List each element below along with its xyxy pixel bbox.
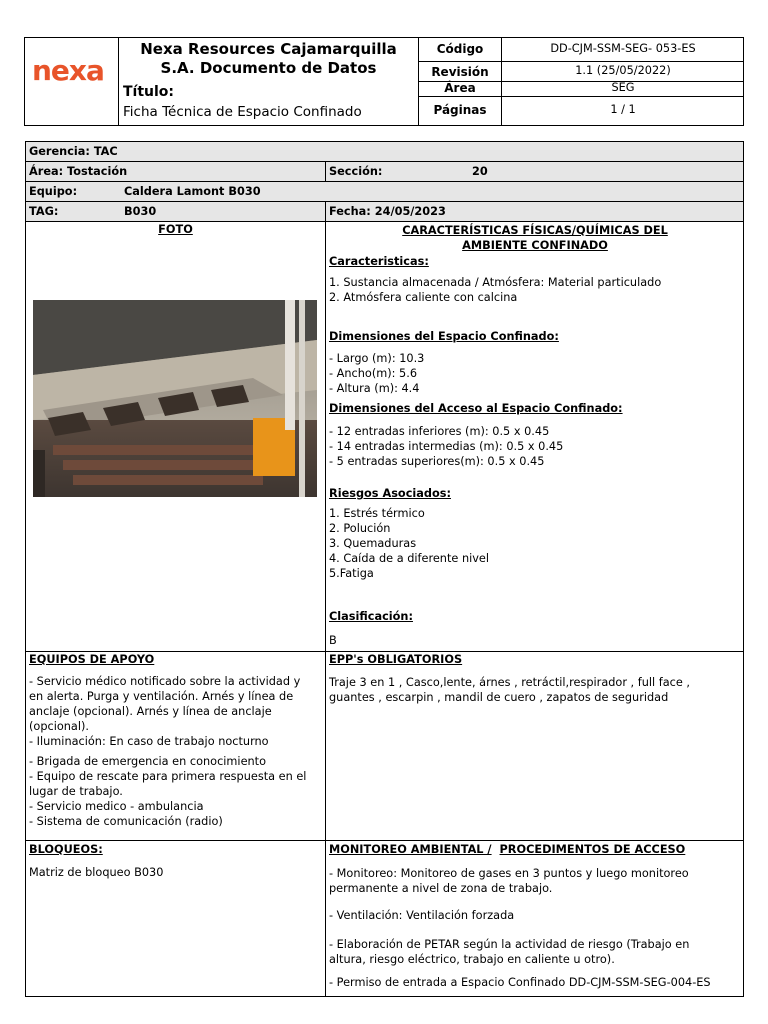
list-item: - Altura (m): 4.4 [329,382,420,395]
company-line-1: Nexa Resources Cajamarquilla [140,40,397,58]
codigo-label: Código [436,42,484,56]
characteristics-heading-2: AMBIENTE CONFINADO [462,239,608,252]
list-item: Traje 3 en 1 , Casco,lente, árnes , retráctil,respirador , full face , [329,676,690,689]
cell-divider [325,202,326,221]
list-item: 1. Sustancia almacenada / Atmósfera: Material particulado [329,276,662,289]
monitoreo-p2 [329,908,514,923]
list-item: guantes , escarpin , mandil de cuero , zapatos de seguridad [329,691,669,704]
acceso-title: Dimensiones del Acceso al Espacio Confinado: [329,402,623,415]
equipment-photo [33,300,317,497]
gerencia-text: Gerencia: TAC [29,145,118,158]
codigo-value: DD-CJM-SSM-SEG- 053-ES [550,42,696,55]
furnace-illustration [33,300,317,497]
list-item: - Ventilación: Ventilación forzada [329,909,515,922]
cell-divider [325,162,326,181]
revision-label: Revisión [431,65,489,79]
col-divider [325,221,326,997]
area-label: Área [444,81,476,95]
list-item: lugar de trabajo. [29,785,123,798]
row-area [25,161,744,182]
list-item: - 5 entradas superiores(m): 0.5 x 0.45 [329,455,545,468]
characteristics-heading-1: CARACTERÍSTICAS FÍSICAS/QUÍMICAS DEL [402,224,668,237]
list-item: anclaje (opcional). Arnés y línea de anclaje [29,705,272,718]
list-item: - Brigada de emergencia en conocimiento [29,755,267,768]
row-tag [25,201,744,222]
list-item: - 12 entradas inferiores (m): 0.5 x 0.45 [329,425,550,438]
caracteristicas-list [329,275,661,305]
list-item: - Monitoreo: Monitoreo de gases en 3 puntos y luego monitoreo [329,867,689,880]
list-item: 1. Estrés térmico [329,507,425,520]
epp-list [329,675,690,705]
tag-value: B030 [124,205,157,218]
list-item: (opcional). [29,720,89,733]
equipo-value: Caldera Lamont B030 [124,185,261,198]
monitoreo-p4 [329,975,711,990]
list-item: - Iluminación: En caso de trabajo nocturno [29,735,269,748]
dimensiones-title: Dimensiones del Espacio Confinado: [329,330,559,343]
list-item: - Equipo de rescate para primera respuesta en el [29,770,307,783]
company-line-2: S.A. Documento de Datos [160,59,377,77]
tag-label: TAG: [29,205,59,218]
foto-label: FOTO [158,223,193,236]
list-item: - Servicio medico - ambulancia [29,800,204,813]
title-value: Ficha Técnica de Espacio Confinado [123,104,362,120]
list-item: - 14 entradas intermedias (m): 0.5 x 0.45 [329,440,564,453]
list-item: permanente a nivel de zona de trabajo. [329,882,553,895]
monitoreo-title-part2: PROCEDIMENTOS DE ACCESO [499,843,686,856]
bloqueos-title: BLOQUEOS: [29,843,103,856]
riesgos-list [329,506,489,581]
equipo-label: Equipo: [29,185,78,198]
list-item: - Permiso de entrada a Espacio Confinado DD-CJM-SSM-SEG-004-ES [329,976,711,989]
paginas-value: 1 / 1 [610,103,636,116]
riesgos-title: Riesgos Asociados: [329,487,451,500]
list-item: 5.Fatiga [329,567,374,580]
list-item: 2. Atmósfera caliente con calcina [329,291,518,304]
logo-text: nexa [32,54,104,87]
list-item: 2. Polución [329,522,391,535]
title-label: Título: [123,84,175,100]
row-gerencia [25,141,744,162]
area-text: Área: Tostación [29,165,128,178]
monitoreo-p1 [329,866,689,896]
acceso-list [329,424,563,469]
caracteristicas-title: Caracteristicas: [329,255,429,268]
list-item: - Servicio médico notificado sobre la actividad y [29,675,301,688]
row-equipo [25,181,744,202]
monitoreo-title [329,843,685,856]
bloqueos-value: Matriz de bloqueo B030 [29,866,164,879]
paginas-label: Páginas [433,103,487,117]
seccion-value: 20 [472,165,488,178]
list-item: altura, riesgo eléctrico, trabajo en caliente u otro). [329,953,615,966]
monitoreo-title-part1: MONITOREO AMBIENTAL / [329,843,492,856]
equipos-apoyo-list-b [29,754,306,829]
monitoreo-p3 [329,937,689,967]
list-item: - Largo (m): 10.3 [329,352,425,365]
revision-value: 1.1 (25/05/2022) [575,64,671,77]
nexa-logo [32,54,116,90]
list-item: - Sistema de comunicación (radio) [29,815,223,828]
row-divider [25,840,744,841]
row-divider [25,651,744,652]
fecha-text: Fecha: 24/05/2023 [329,205,446,218]
company-name [119,40,418,78]
list-item: - Ancho(m): 5.6 [329,367,418,380]
epp-title: EPP's OBLIGATORIOS [329,653,463,666]
list-item: 3. Quemaduras [329,537,417,550]
characteristics-heading [326,223,744,253]
list-item: en alerta. Purga y ventilación. Arnés y línea de [29,690,294,703]
area-value: SEG [611,81,635,94]
equipos-apoyo-list-a [29,674,300,749]
list-item: - Elaboración de PETAR según la actividad de riesgo (Trabajo en [329,938,690,951]
seccion-label: Sección: [329,165,383,178]
clasificacion-title: Clasificación: [329,610,413,623]
equipos-apoyo-title: EQUIPOS DE APOYO [29,653,155,666]
header-divider [418,61,744,62]
list-item: 4. Caída de a diferente nivel [329,552,490,565]
clasificacion-value: B [329,634,337,647]
dimensiones-list [329,351,424,396]
header-divider [418,96,744,97]
